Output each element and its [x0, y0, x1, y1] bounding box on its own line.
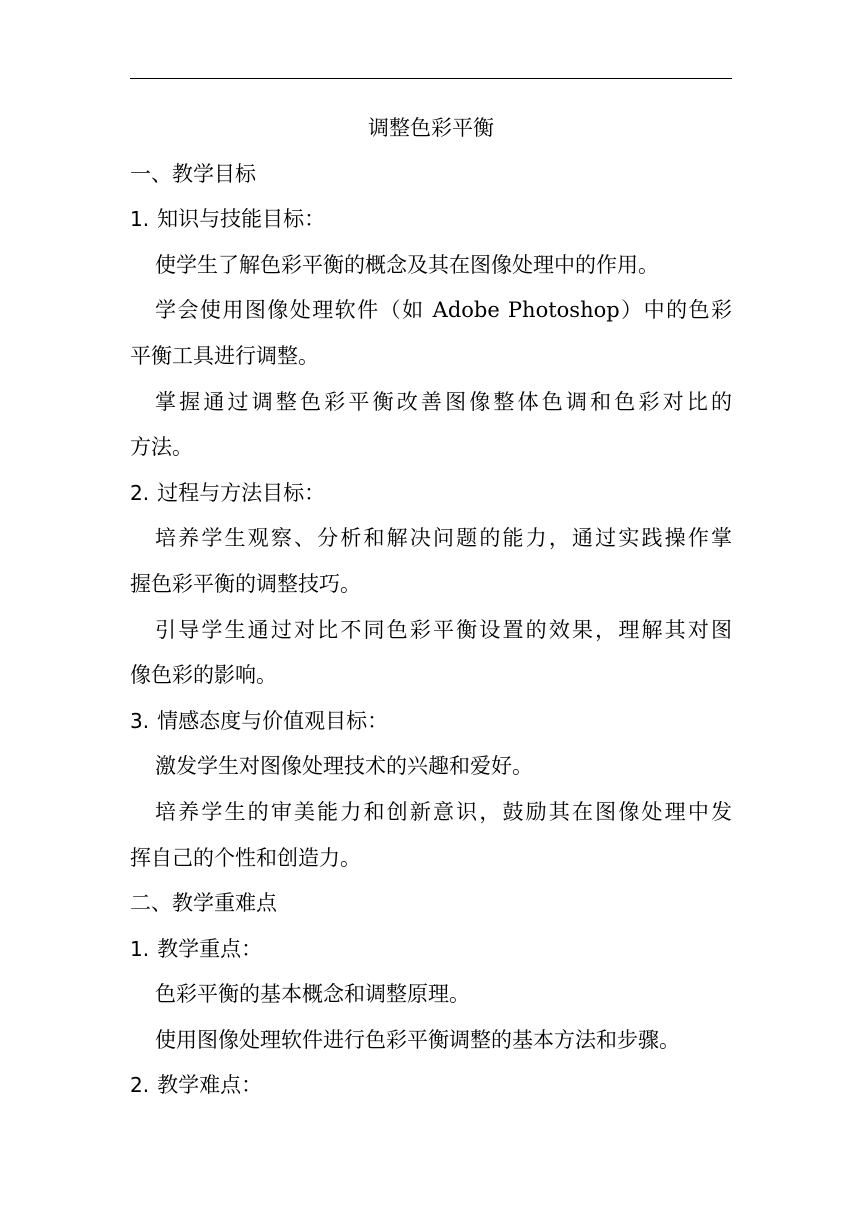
paragraph-line: 使用图像处理软件进行色彩平衡调整的基本方法和步骤。 [155, 1027, 680, 1052]
item-number: 3. [130, 708, 150, 733]
paragraph-line: 培养学生观察、分析和解决问题的能力，通过实践操作掌 [155, 526, 732, 551]
item-number: 2. [130, 480, 150, 505]
paragraph-line: 像色彩的影响。 [130, 663, 277, 688]
item-heading-difficulty [130, 1063, 732, 1109]
item-heading-process [130, 471, 732, 517]
paragraph-line: 平衡工具进行调整。 [130, 343, 319, 368]
paragraph-line: 方法。 [130, 435, 193, 460]
header-rule [130, 78, 732, 79]
paragraph-line: 使学生了解色彩平衡的概念及其在图像处理中的作用。 [155, 252, 659, 277]
item-heading-focus [130, 927, 732, 973]
document-title: 调整色彩平衡 [368, 116, 494, 140]
paragraph-line: 色彩平衡的基本概念和调整原理。 [155, 982, 470, 1007]
paragraph-line: 掌握通过调整色彩平衡改善图像整体色调和色彩对比的 [155, 389, 732, 414]
item-heading-knowledge [130, 197, 732, 243]
item-heading-attitude [130, 699, 732, 745]
paragraph-line: 握色彩平衡的调整技巧。 [130, 571, 361, 596]
paragraph-line: 培养学生的审美能力和创新意识，鼓励其在图像处理中发 [155, 799, 732, 824]
paragraph-line: 激发学生对图像处理技术的兴趣和爱好。 [155, 754, 533, 779]
item-label: 情感态度与价值观目标： [157, 708, 389, 733]
item-label: 过程与方法目标： [157, 480, 326, 505]
paragraph-line: 学会使用图像处理软件（如 Adobe Photoshop）中的色彩 [155, 298, 732, 323]
item-number: 2. [130, 1073, 150, 1098]
item-label: 教学难点： [157, 1073, 263, 1098]
item-label: 教学重点： [157, 936, 263, 961]
paragraph-line: 引导学生通过对比不同色彩平衡设置的效果，理解其对图 [155, 617, 732, 642]
paragraph-line: 挥自己的个性和创造力。 [130, 845, 361, 870]
item-number: 1. [130, 936, 150, 961]
section-heading-key-points: 二、教学重难点 [130, 891, 277, 916]
item-label: 知识与技能目标： [157, 207, 326, 232]
document-body [130, 106, 732, 1109]
item-number: 1. [130, 207, 150, 232]
section-heading-objectives: 一、教学目标 [130, 161, 256, 186]
